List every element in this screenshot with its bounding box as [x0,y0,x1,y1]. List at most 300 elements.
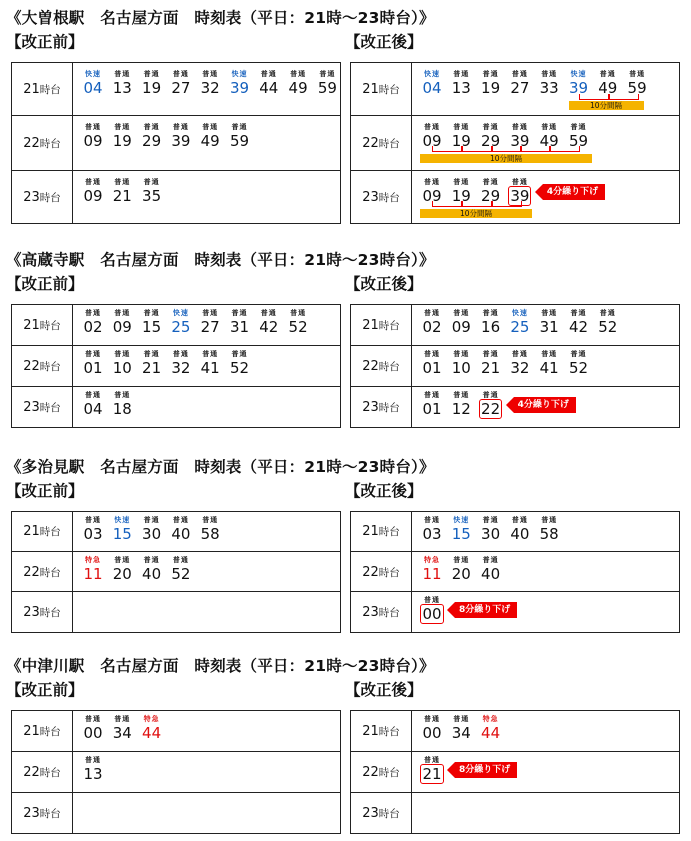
train-type: 特急 [143,715,160,723]
after-timetable [350,710,680,834]
departure-minute: 21 [142,359,162,377]
departure-minute: 09 [83,187,103,205]
departure-minute: 39 [229,79,250,97]
train-type: 普通 [453,70,470,78]
departure-minute: 30 [481,525,501,543]
hour-cell [351,387,412,428]
hour-row [12,305,340,345]
train-departure [413,756,451,784]
train-type: 普通 [319,70,336,78]
train-type: 普通 [231,309,248,317]
hour-cell [12,387,73,428]
train-type: 快速 [172,309,189,317]
departure-minute: 13 [83,765,103,783]
train-type: 普通 [511,516,528,524]
train-type: 普通 [114,123,131,131]
departure-minute: 13 [112,79,132,97]
interval-bar: 10分間隔 [420,154,592,163]
hour-cell [12,63,73,115]
departure-minute: 02 [83,318,103,336]
hour-row [351,386,679,428]
train-type: 快速 [424,70,440,78]
departure-minute: 13 [451,79,471,97]
hour-row [351,305,679,345]
train-type: 普通 [85,178,101,186]
hour-cell [351,63,412,115]
departure-minute: 10 [112,359,132,377]
hour-cell [12,171,73,224]
train-type: 快速 [511,309,528,317]
departure-minute: 21 [481,359,501,377]
departure-minute: 49 [288,79,308,97]
departure-minute: 35 [142,187,162,205]
train-departure [530,516,568,543]
departure-minute: 59 [229,132,250,150]
train-type: 普通 [453,309,470,317]
train-type: 普通 [570,123,587,131]
departure-minute: 27 [510,79,530,97]
hour-suffix: 時台 [39,808,61,820]
shift-badge: 8分繰り下げ [455,762,517,778]
train-type: 普通 [85,715,101,723]
train-departure [74,756,112,783]
hour-suffix: 時台 [39,138,61,150]
train-type: 普通 [85,350,101,358]
hour-suffix: 時台 [378,566,400,579]
hour-suffix: 時台 [378,319,400,332]
train-type: 普通 [599,309,616,317]
departure-minute: 20 [112,565,132,583]
hour-row [351,551,679,592]
departure-minute: 52 [171,565,191,583]
hour-cell [351,305,412,345]
hour-cell [351,512,412,551]
departure-minute: 09 [422,132,442,150]
hour-suffix: 時台 [378,808,400,820]
hour-number: 22 [23,765,40,780]
departure-minute: 29 [142,132,162,150]
hour-cell [351,116,412,171]
departure-minute: 15 [451,525,471,543]
interval-bracket [608,94,639,100]
hour-suffix: 時台 [39,192,61,204]
hour-cell [12,592,73,633]
departure-minute: 15 [142,318,162,336]
departure-minute: 29 [481,132,501,150]
departure-minute: 02 [422,318,442,336]
train-type: 普通 [453,178,470,186]
interval-bracket [520,146,551,152]
train-departure [560,350,598,377]
hour-suffix: 時台 [378,526,400,538]
train-type: 快速 [231,70,248,78]
hour-row [12,751,340,793]
train-type: 普通 [453,123,470,131]
hour-cell [12,793,73,834]
train-type: 普通 [172,123,189,131]
train-type: 普通 [511,70,528,78]
departure-minute: 39 [171,132,191,150]
hour-suffix: 時台 [378,361,400,373]
after-label: 【改正後】 [345,681,423,699]
train-type: 特急 [482,715,499,723]
departure-minute: 44 [481,724,501,742]
departure-minute: 27 [171,79,191,97]
departure-minute: 41 [200,359,220,377]
hour-cell [351,793,412,834]
hour-row [351,792,679,834]
train-type: 快速 [85,70,101,78]
departure-minute: 15 [112,525,132,543]
train-type: 普通 [231,350,248,358]
train-type: 快速 [114,516,131,524]
interval-bracket [432,146,463,152]
before-label: 【改正前】 [6,681,84,699]
train-type: 普通 [424,596,440,604]
hour-number: 22 [362,765,379,780]
departure-minute: 09 [112,318,132,336]
train-type: 普通 [114,178,131,186]
hour-number: 21 [23,524,40,539]
departure-minute: 03 [422,525,442,543]
departure-minute: 22 [481,400,501,418]
train-type: 普通 [114,350,131,358]
departure-minute: 32 [200,79,220,97]
hour-row [12,512,340,551]
hour-number: 21 [23,81,40,97]
hour-number: 22 [362,359,379,374]
departure-minute: 29 [481,187,501,205]
train-departure [133,715,171,742]
train-type: 普通 [511,123,528,131]
hour-row [351,751,679,793]
hour-suffix: 時台 [39,767,61,779]
departure-minute: 32 [171,359,191,377]
departure-minute: 40 [481,565,501,583]
train-departure [618,70,656,97]
interval-bracket [461,201,492,207]
hour-cell [351,711,412,751]
hour-cell [351,171,412,224]
hour-suffix: 時台 [39,361,61,373]
train-type: 普通 [260,70,277,78]
train-type: 普通 [143,350,160,358]
departure-minute: 19 [451,132,471,150]
hour-row [351,115,679,171]
train-type: 普通 [599,70,616,78]
train-type: 普通 [482,350,499,358]
hour-number: 22 [362,136,379,151]
hour-number: 21 [362,317,379,333]
departure-minute: 34 [451,724,471,742]
departure-minute: 39 [510,187,530,205]
train-type: 普通 [453,391,470,399]
hour-number: 23 [362,400,379,415]
departure-minute: 04 [422,79,442,97]
departure-minute: 09 [451,318,471,336]
departure-minute: 44 [142,724,162,742]
hour-suffix: 時台 [378,138,400,150]
train-type: 普通 [114,309,131,317]
hour-cell [12,552,73,592]
hour-suffix: 時台 [39,402,61,414]
interval-bracket [549,146,580,152]
train-type: 普通 [172,516,189,524]
departure-minute: 34 [112,724,132,742]
departure-minute: 40 [510,525,530,543]
train-type: 普通 [424,391,440,399]
hour-row [12,551,340,592]
train-type: 普通 [424,309,440,317]
after-timetable [350,511,680,633]
train-type: 普通 [172,350,189,358]
departure-minute: 58 [539,525,559,543]
hour-number: 23 [362,605,379,620]
train-type: 快速 [453,516,470,524]
train-type: 普通 [511,350,528,358]
departure-minute: 09 [422,187,442,205]
departure-minute: 11 [83,565,103,583]
departure-minute: 10 [451,359,471,377]
hour-cell [351,752,412,793]
departure-minute: 25 [171,318,191,336]
train-type: 普通 [541,516,558,524]
train-type: 普通 [260,309,277,317]
train-departure [191,516,229,543]
hour-number: 23 [23,806,40,821]
hour-suffix: 時台 [39,83,61,96]
hour-suffix: 時台 [39,607,61,619]
train-type: 普通 [541,350,558,358]
departure-minute: 39 [510,132,530,150]
hour-number: 23 [362,190,379,205]
train-type: 普通 [424,350,440,358]
hour-suffix: 時台 [39,725,61,738]
hour-row [351,711,679,751]
before-timetable [11,511,341,633]
train-type: 普通 [143,123,160,131]
train-type: 普通 [511,178,528,186]
train-type: 普通 [114,70,131,78]
train-type: 普通 [114,715,131,723]
train-type: 特急 [85,556,101,564]
departure-minute: 49 [598,79,618,97]
departure-minute: 59 [568,132,589,150]
departure-minute: 59 [317,79,337,97]
departure-minute: 18 [112,400,132,418]
departure-minute: 01 [422,359,442,377]
train-type: 普通 [85,756,101,764]
before-timetable [11,304,341,428]
hour-number: 22 [362,564,379,580]
interval-bracket [579,94,610,100]
departure-minute: 21 [422,765,442,783]
train-type: 普通 [114,556,131,564]
departure-minute: 42 [568,318,589,336]
hour-number: 23 [23,605,40,620]
departure-minute: 40 [142,565,162,583]
interval-bracket [432,201,463,207]
departure-minute: 40 [171,525,191,543]
departure-minute: 25 [510,318,530,336]
train-type: 普通 [424,715,440,723]
before-timetable [11,710,341,834]
after-label: 【改正後】 [345,482,423,500]
hour-suffix: 時台 [39,319,61,332]
hour-suffix: 時台 [378,725,400,738]
station-title: 《中津川駅 名古屋方面 時刻表（平日：21時〜23時台）》 [6,657,435,675]
hour-number: 23 [23,400,40,415]
hour-row [12,591,340,633]
station-title: 《高蔵寺駅 名古屋方面 時刻表（平日：21時〜23時台）》 [6,251,435,269]
after-label: 【改正後】 [345,275,423,293]
train-departure [472,391,510,419]
departure-minute: 32 [510,359,530,377]
departure-minute: 52 [229,359,250,377]
hour-row [351,591,679,633]
departure-minute: 00 [422,724,442,742]
hour-number: 21 [362,81,379,97]
before-timetable [11,62,341,224]
hour-row [12,170,340,224]
hour-row [12,63,340,115]
train-type: 普通 [85,516,101,524]
train-type: 普通 [453,556,470,564]
train-type: 普通 [202,309,219,317]
train-type: 普通 [482,123,499,131]
train-type: 普通 [570,350,587,358]
hour-cell [351,592,412,633]
train-type: 普通 [482,178,499,186]
train-type: 普通 [482,70,499,78]
departure-minute: 52 [598,318,618,336]
train-departure [308,70,346,97]
hour-cell [12,512,73,551]
departure-minute: 39 [568,79,589,97]
train-departure [279,309,317,336]
train-type: 快速 [570,70,587,78]
interval-bar: 10分間隔 [569,101,644,110]
train-type: 普通 [202,123,219,131]
train-departure [413,596,451,624]
departure-minute: 00 [422,605,442,623]
train-type: 普通 [482,516,499,524]
train-type: 普通 [541,123,558,131]
departure-minute: 42 [259,318,279,336]
train-type: 普通 [85,123,101,131]
train-type: 普通 [85,309,101,317]
after-timetable [350,304,680,428]
after-label: 【改正後】 [345,33,423,51]
train-type: 普通 [424,178,440,186]
before-label: 【改正前】 [6,482,84,500]
train-type: 特急 [424,556,440,564]
train-departure [103,391,141,418]
hour-number: 21 [23,317,40,333]
departure-minute: 16 [481,318,501,336]
hour-number: 21 [362,524,379,539]
hour-suffix: 時台 [378,402,400,414]
hour-suffix: 時台 [378,607,400,619]
departure-minute: 41 [539,359,559,377]
train-type: 普通 [453,715,470,723]
train-type: 普通 [143,70,160,78]
hour-suffix: 時台 [378,192,400,204]
departure-minute: 31 [539,318,559,336]
departure-minute: 19 [142,79,162,97]
departure-minute: 01 [83,359,103,377]
train-type: 普通 [424,756,440,764]
hour-number: 22 [23,136,40,151]
hour-row [351,170,679,224]
train-type: 普通 [629,70,646,78]
departure-minute: 20 [451,565,471,583]
train-type: 普通 [85,391,101,399]
train-type: 普通 [172,70,189,78]
after-timetable [350,62,680,224]
train-type: 普通 [143,516,160,524]
hour-number: 21 [23,723,40,739]
hour-cell [12,305,73,345]
hour-row [351,345,679,387]
hour-cell [12,711,73,751]
hour-cell [12,116,73,171]
train-departure [162,556,200,583]
departure-minute: 52 [288,318,308,336]
hour-cell [351,552,412,592]
departure-minute: 30 [142,525,162,543]
train-type: 普通 [202,350,219,358]
train-departure [221,350,259,377]
train-type: 普通 [172,556,189,564]
departure-minute: 01 [422,400,442,418]
hour-row [12,345,340,387]
departure-minute: 31 [229,318,250,336]
train-type: 普通 [143,309,160,317]
train-type: 普通 [541,70,558,78]
interval-bracket [461,146,492,152]
station-title: 《多治見駅 名古屋方面 時刻表（平日：21時〜23時台）》 [6,458,435,476]
departure-minute: 58 [200,525,220,543]
before-label: 【改正前】 [6,33,84,51]
train-type: 普通 [570,309,587,317]
train-type: 普通 [424,123,440,131]
departure-minute: 04 [83,79,103,97]
before-label: 【改正前】 [6,275,84,293]
departure-minute: 19 [451,187,471,205]
train-type: 普通 [202,70,219,78]
departure-minute: 03 [83,525,103,543]
departure-minute: 19 [481,79,501,97]
shift-badge: 4分繰り下げ [514,397,576,413]
departure-minute: 33 [539,79,559,97]
train-type: 普通 [143,178,160,186]
train-type: 普通 [202,516,219,524]
hour-suffix: 時台 [378,83,400,96]
interval-bracket [491,201,522,207]
departure-minute: 44 [259,79,279,97]
hour-number: 22 [23,564,40,580]
train-departure [472,556,510,583]
train-type: 普通 [290,70,307,78]
train-type: 普通 [482,391,499,399]
hour-row [12,386,340,428]
hour-number: 23 [23,190,40,205]
train-type: 普通 [482,556,499,564]
train-departure [472,715,510,742]
train-type: 普通 [482,309,499,317]
interval-bar: 10分間隔 [420,209,532,218]
